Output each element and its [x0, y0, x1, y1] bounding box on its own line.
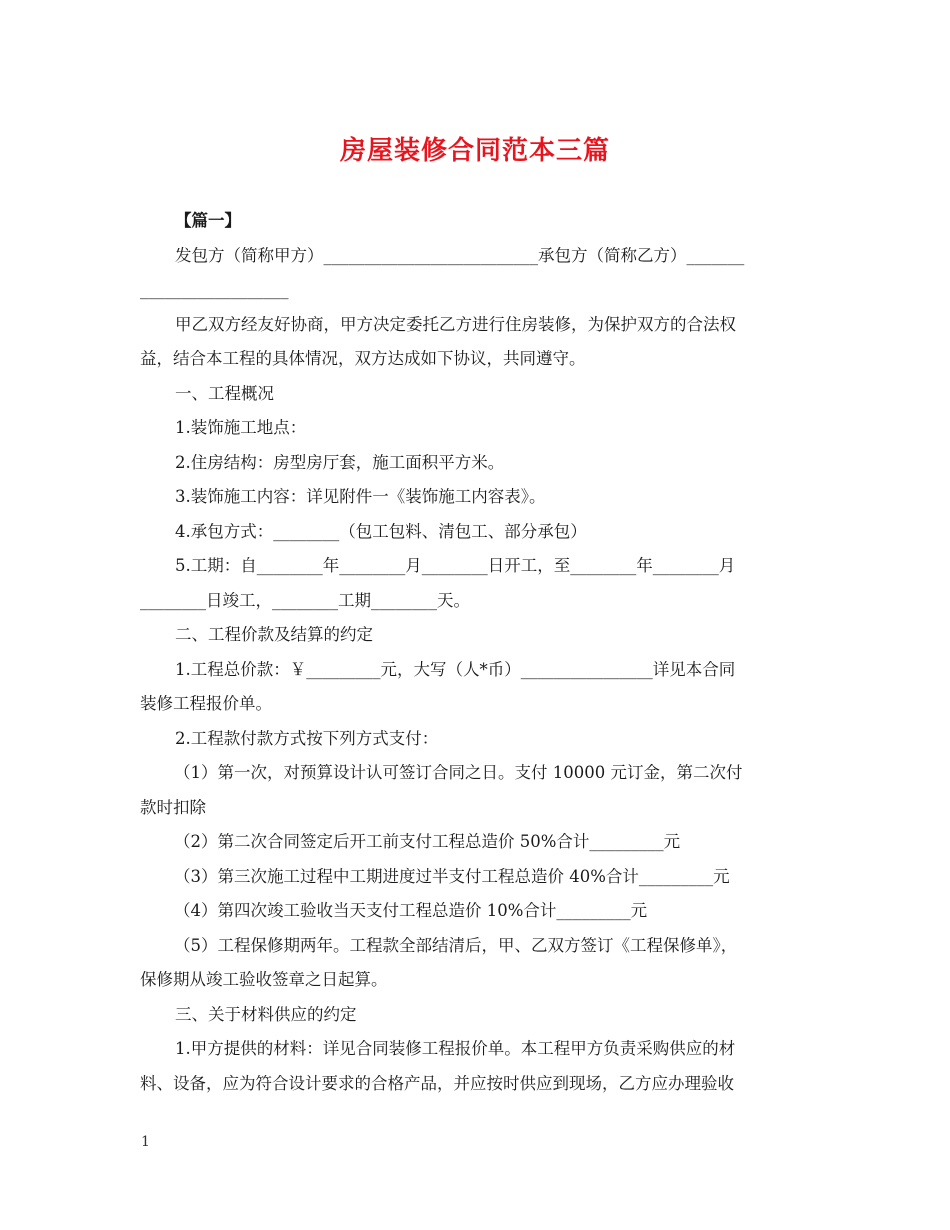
clause-line: 1.装饰施工地点：	[175, 418, 307, 437]
section-heading: 一、工程概况	[175, 383, 274, 403]
section-heading-part-one: 【篇一】	[175, 211, 241, 230]
section-heading: 二、工程价款及结算的约定	[175, 625, 373, 644]
clause-line: 1.甲方提供的材料：详见合同装修工程报价单。本工程甲方负责采购供应的材	[175, 1039, 736, 1058]
payment-item: （3）第三次施工过程中工期进度过半支付工程总造价 40%合计_________元	[174, 866, 730, 886]
document-body	[140, 204, 812, 1101]
payment-item-continued: 保修期从竣工验收签章之日起算。	[140, 970, 388, 989]
clause-line-continued: 料、设备，应为符合设计要求的合格产品，并应按时供应到现场，乙方应办理验收	[140, 1073, 734, 1093]
party-line-continued: __________________	[140, 280, 289, 299]
clause-line: 2.住房结构：房型房厅套，施工面积平方米。	[175, 452, 505, 472]
payment-item: （4）第四次竣工验收当天支付工程总造价 10%合计_________元	[174, 901, 648, 920]
page-number: 1	[141, 1134, 150, 1150]
payment-item: （5）工程保修期两年。工程款全部结清后，甲、乙双方签订《工程保修单》，	[174, 935, 738, 955]
section-heading: 三、关于材料供应的约定	[175, 1004, 357, 1024]
clause-line-continued: ________日竣工，________工期________天。	[140, 590, 470, 610]
clause-line-continued: 装修工程报价单。	[140, 694, 272, 713]
payment-item-continued: 款时扣除	[140, 797, 206, 817]
payment-item: （1）第一次，对预算设计认可签订合同之日。支付 10000 元订金，第二次付	[174, 763, 743, 782]
paragraph-line: 益，结合本工程的具体情况，双方达成如下协议，共同遵守。	[140, 349, 586, 368]
party-line: 发包方（简称甲方）__________________________承包方（简称乙方）_______	[175, 245, 745, 265]
clause-line: 5.工期：自________年________月________日开工，至________年________月	[175, 556, 736, 575]
payment-item: （2）第二次合同签定后开工前支付工程总造价 50%合计_________元	[174, 832, 681, 851]
clause-line: 2.工程款付款方式按下列方式支付：	[175, 728, 439, 748]
clause-line: 3.装饰施工内容：详见附件一《装饰施工内容表》。	[175, 487, 546, 506]
clause-line: 4.承包方式：________（包工包料、清包工、部分承包）	[175, 521, 587, 541]
paragraph-line: 甲乙双方经友好协商，甲方决定委托乙方进行住房装修，为保护双方的合法权	[175, 314, 736, 334]
clause-line: 1.工程总价款：￥_________元，大写（人*币）________________详见本合同	[175, 659, 736, 679]
document-title: 房屋装修合同范本三篇	[339, 136, 610, 166]
